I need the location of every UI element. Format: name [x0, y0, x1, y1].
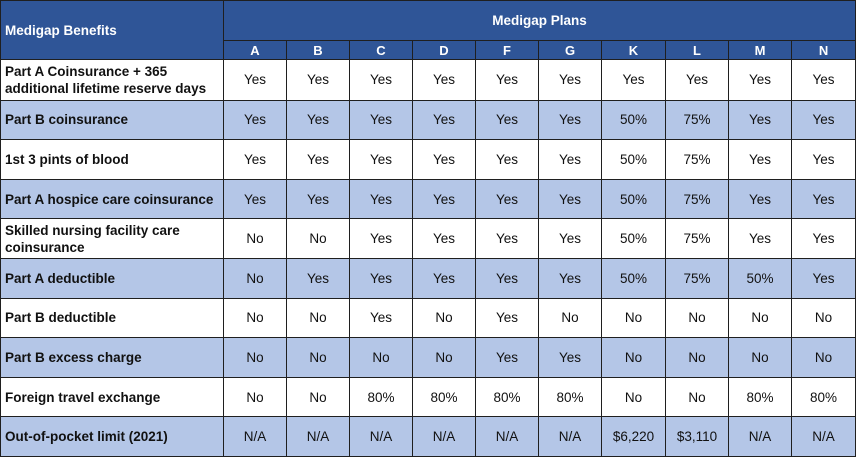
plan-f-value-cell: 80%	[476, 377, 539, 417]
plan-a-value-cell: Yes	[224, 140, 287, 180]
plan-b-value-cell: No	[287, 298, 350, 338]
plan-f-value-cell: Yes	[476, 100, 539, 140]
plan-m-value-cell: 50%	[729, 258, 792, 298]
plan-n-value-cell: Yes	[792, 100, 856, 140]
table-header-title-row	[1, 1, 856, 41]
plan-d-value-cell: Yes	[413, 258, 476, 298]
plan-g-value-cell: Yes	[539, 338, 602, 378]
plan-b-value-cell: No	[287, 219, 350, 259]
plan-n-value-cell: Yes	[792, 60, 856, 101]
plan-c-value-cell: Yes	[350, 219, 413, 259]
plan-f-value-cell: Yes	[476, 338, 539, 378]
plan-c-value-cell: No	[350, 338, 413, 378]
benefit-label: Skilled nursing facility care coinsurance	[1, 219, 224, 259]
plan-d-value-cell: No	[413, 338, 476, 378]
plan-d-value-cell: Yes	[413, 179, 476, 219]
table-row	[1, 258, 856, 298]
plan-d-value-cell: Yes	[413, 140, 476, 180]
plan-c-value-cell: Yes	[350, 60, 413, 101]
plan-c-value-cell: N/A	[350, 417, 413, 457]
plan-g-value-cell: Yes	[539, 100, 602, 140]
plan-b-value-cell: Yes	[287, 258, 350, 298]
plan-k-value-cell: 50%	[602, 100, 666, 140]
plan-a-value-cell: Yes	[224, 100, 287, 140]
plan-m-value-cell: No	[729, 338, 792, 378]
benefit-label: Part B excess charge	[1, 338, 224, 378]
plan-n-value-cell: No	[792, 298, 856, 338]
plan-header-l: L	[666, 41, 729, 60]
plan-k-value-cell: 50%	[602, 140, 666, 180]
plan-b-value-cell: Yes	[287, 100, 350, 140]
plan-a-value-cell: No	[224, 258, 287, 298]
plan-b-value-cell: N/A	[287, 417, 350, 457]
plan-header-k: K	[602, 41, 666, 60]
plan-n-value-cell: Yes	[792, 258, 856, 298]
plan-f-value-cell: Yes	[476, 140, 539, 180]
benefit-label: Part A hospice care coinsurance	[1, 179, 224, 219]
plan-f-value-cell: Yes	[476, 258, 539, 298]
plan-g-value-cell: No	[539, 298, 602, 338]
plan-f-value-cell: Yes	[476, 298, 539, 338]
table-row	[1, 100, 856, 140]
plan-m-value-cell: Yes	[729, 140, 792, 180]
plan-g-value-cell: Yes	[539, 140, 602, 180]
plan-m-value-cell: Yes	[729, 100, 792, 140]
table-row	[1, 60, 856, 101]
plan-l-value-cell: 75%	[666, 100, 729, 140]
plan-d-value-cell: No	[413, 298, 476, 338]
plan-b-value-cell: Yes	[287, 140, 350, 180]
plan-c-value-cell: Yes	[350, 140, 413, 180]
plan-d-value-cell: Yes	[413, 100, 476, 140]
plan-l-value-cell: No	[666, 377, 729, 417]
plan-header-f: F	[476, 41, 539, 60]
plan-m-value-cell: Yes	[729, 179, 792, 219]
benefit-label: Out-of-pocket limit (2021)	[1, 417, 224, 457]
plan-a-value-cell: Yes	[224, 179, 287, 219]
plan-l-value-cell: No	[666, 338, 729, 378]
table-row	[1, 377, 856, 417]
plan-d-value-cell: Yes	[413, 60, 476, 101]
plan-n-value-cell: 80%	[792, 377, 856, 417]
table-row	[1, 298, 856, 338]
benefits-table-body	[1, 60, 856, 457]
plan-k-value-cell: No	[602, 377, 666, 417]
plan-l-value-cell: 75%	[666, 258, 729, 298]
benefit-label: Part B deductible	[1, 298, 224, 338]
plan-g-value-cell: Yes	[539, 258, 602, 298]
plan-d-value-cell: Yes	[413, 219, 476, 259]
plan-k-value-cell: No	[602, 338, 666, 378]
plan-n-value-cell: No	[792, 338, 856, 378]
plan-m-value-cell: Yes	[729, 219, 792, 259]
plan-header-g: G	[539, 41, 602, 60]
table-row	[1, 338, 856, 378]
plan-c-value-cell: Yes	[350, 100, 413, 140]
plan-header-d: D	[413, 41, 476, 60]
plan-header-m: M	[729, 41, 792, 60]
plan-l-value-cell: No	[666, 298, 729, 338]
plan-f-value-cell: Yes	[476, 60, 539, 101]
plan-g-value-cell: Yes	[539, 60, 602, 101]
plan-header-n: N	[792, 41, 856, 60]
plan-l-value-cell: 75%	[666, 219, 729, 259]
plan-g-value-cell: 80%	[539, 377, 602, 417]
plan-g-value-cell: N/A	[539, 417, 602, 457]
plan-k-value-cell: 50%	[602, 179, 666, 219]
plan-d-value-cell: 80%	[413, 377, 476, 417]
plan-k-value-cell: Yes	[602, 60, 666, 101]
plan-n-value-cell: Yes	[792, 140, 856, 180]
plan-b-value-cell: No	[287, 338, 350, 378]
plan-header-b: B	[287, 41, 350, 60]
plan-a-value-cell: Yes	[224, 60, 287, 101]
table-row	[1, 219, 856, 259]
plan-header-c: C	[350, 41, 413, 60]
plan-k-value-cell: 50%	[602, 258, 666, 298]
plan-c-value-cell: Yes	[350, 258, 413, 298]
plan-k-value-cell: 50%	[602, 219, 666, 259]
plan-a-value-cell: N/A	[224, 417, 287, 457]
plan-a-value-cell: No	[224, 377, 287, 417]
benefit-label: Part A Coinsurance + 365 additional lifetime reserve days	[1, 60, 224, 101]
plan-b-value-cell: Yes	[287, 179, 350, 219]
plan-m-value-cell: Yes	[729, 60, 792, 101]
benefits-column-header: Medigap Benefits	[1, 1, 224, 60]
plan-k-value-cell: No	[602, 298, 666, 338]
plan-a-value-cell: No	[224, 338, 287, 378]
plan-m-value-cell: N/A	[729, 417, 792, 457]
plan-l-value-cell: 75%	[666, 179, 729, 219]
plan-l-value-cell: $3,110	[666, 417, 729, 457]
plan-f-value-cell: Yes	[476, 179, 539, 219]
plan-f-value-cell: N/A	[476, 417, 539, 457]
plan-n-value-cell: Yes	[792, 219, 856, 259]
benefit-label: 1st 3 pints of blood	[1, 140, 224, 180]
plan-f-value-cell: Yes	[476, 219, 539, 259]
plan-l-value-cell: 75%	[666, 140, 729, 180]
benefit-label: Part B coinsurance	[1, 100, 224, 140]
plan-c-value-cell: 80%	[350, 377, 413, 417]
plan-a-value-cell: No	[224, 298, 287, 338]
plan-c-value-cell: Yes	[350, 179, 413, 219]
plan-a-value-cell: No	[224, 219, 287, 259]
plan-k-value-cell: $6,220	[602, 417, 666, 457]
plan-n-value-cell: Yes	[792, 179, 856, 219]
plan-c-value-cell: Yes	[350, 298, 413, 338]
plan-header-a: A	[224, 41, 287, 60]
plans-group-header: Medigap Plans	[224, 1, 856, 41]
plan-b-value-cell: Yes	[287, 60, 350, 101]
plan-l-value-cell: Yes	[666, 60, 729, 101]
plan-d-value-cell: N/A	[413, 417, 476, 457]
plan-n-value-cell: N/A	[792, 417, 856, 457]
plan-m-value-cell: 80%	[729, 377, 792, 417]
plan-g-value-cell: Yes	[539, 179, 602, 219]
table-row	[1, 417, 856, 457]
plan-g-value-cell: Yes	[539, 219, 602, 259]
plan-m-value-cell: No	[729, 298, 792, 338]
benefit-label: Foreign travel exchange	[1, 377, 224, 417]
table-row	[1, 140, 856, 180]
table-row	[1, 179, 856, 219]
benefit-label: Part A deductible	[1, 258, 224, 298]
plan-b-value-cell: No	[287, 377, 350, 417]
